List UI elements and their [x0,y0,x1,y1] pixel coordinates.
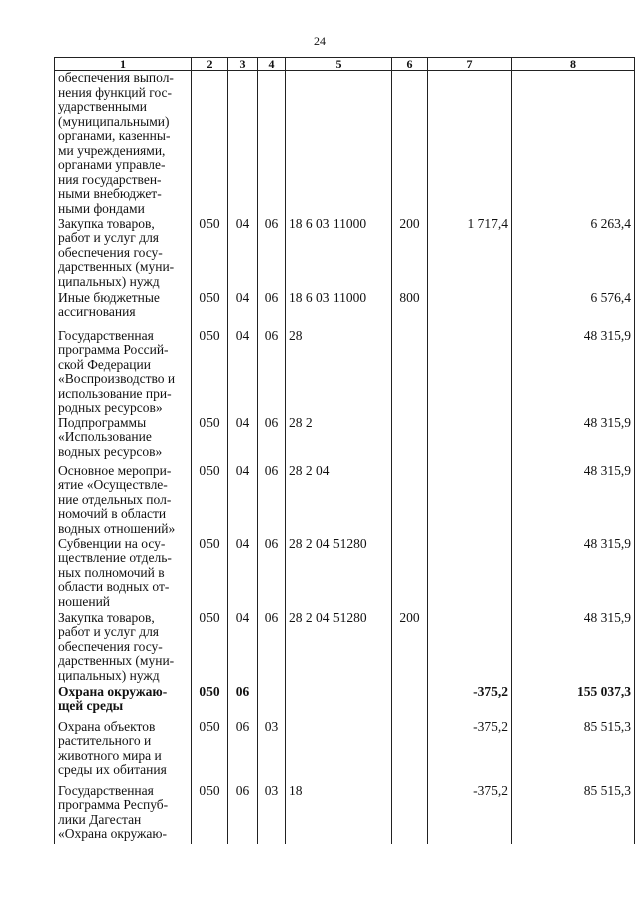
header-col-3: 3 [228,58,258,71]
table-row [55,464,635,537]
row-subsection-code [258,685,286,720]
row-change-amount [428,464,512,537]
header-col-7: 7 [428,58,512,71]
row-total-amount: 48 315,9 [512,611,635,685]
table-row [55,291,635,329]
row-target-article: 28 2 04 [286,464,392,537]
row-expense-type [392,537,428,611]
row-subsection-code: 03 [258,720,286,784]
row-ministry-code [192,71,228,217]
row-ministry-code: 050 [192,720,228,784]
row-name: Государственная программа Респуб- лики Дагестан «Охрана окружаю- [55,784,192,844]
row-ministry-code: 050 [192,217,228,291]
row-subsection-code: 06 [258,611,286,685]
row-section-code: 04 [228,416,258,464]
row-change-amount: 1 717,4 [428,217,512,291]
row-total-amount: 48 315,9 [512,416,635,464]
table-row [55,71,635,217]
table-row [55,416,635,464]
row-change-amount [428,611,512,685]
budget-table [54,57,635,844]
row-expense-type: 200 [392,217,428,291]
row-section-code: 04 [228,291,258,329]
row-subsection-code: 03 [258,784,286,844]
row-section-code [228,71,258,217]
table-row [55,611,635,685]
row-expense-type: 800 [392,291,428,329]
row-total-amount: 48 315,9 [512,537,635,611]
row-target-article: 28 2 04 51280 [286,611,392,685]
row-change-amount [428,537,512,611]
header-col-2: 2 [192,58,228,71]
page-number: 24 [314,34,326,48]
row-total-amount [512,71,635,217]
row-name: Подпрограммы «Использование водных ресурсов» [55,416,192,464]
row-subsection-code: 06 [258,416,286,464]
table-row [55,784,635,844]
row-name: Охрана объектов растительного и животного мира и среды их обитания [55,720,192,784]
row-total-amount: 85 515,3 [512,720,635,784]
table-row [55,685,635,720]
row-subsection-code: 06 [258,291,286,329]
row-subsection-code [258,71,286,217]
row-expense-type [392,784,428,844]
row-name: Основное меропри- ятие «Осуществле- ние отдельных пол- номочий в области водных отношений» [55,464,192,537]
header-col-5: 5 [286,58,392,71]
row-total-amount: 6 576,4 [512,291,635,329]
row-section-code: 06 [228,720,258,784]
row-total-amount: 48 315,9 [512,464,635,537]
table-row [55,217,635,291]
row-section-code: 04 [228,464,258,537]
row-subsection-code: 06 [258,329,286,416]
row-change-amount [428,291,512,329]
table-row [55,329,635,416]
row-section-code: 06 [228,784,258,844]
row-expense-type [392,464,428,537]
row-section-code: 04 [228,537,258,611]
header-row [55,58,635,71]
row-target-article [286,685,392,720]
row-target-article: 18 [286,784,392,844]
row-target-article: 28 [286,329,392,416]
table-row [55,720,635,784]
row-ministry-code: 050 [192,291,228,329]
header-col-4: 4 [258,58,286,71]
row-subsection-code: 06 [258,537,286,611]
row-ministry-code: 050 [192,784,228,844]
row-section-code: 06 [228,685,258,720]
row-ministry-code: 050 [192,464,228,537]
row-change-amount: -375,2 [428,784,512,844]
row-total-amount: 6 263,4 [512,217,635,291]
row-target-article: 28 2 [286,416,392,464]
row-expense-type [392,329,428,416]
row-expense-type [392,720,428,784]
row-change-amount: -375,2 [428,685,512,720]
row-name: Закупка товаров, работ и услуг для обеспечения госу- дарственных (муни- ципальных) нужд [55,217,192,291]
row-ministry-code: 050 [192,537,228,611]
row-section-code: 04 [228,329,258,416]
row-expense-type [392,685,428,720]
row-name: Охрана окружаю- щей среды [55,685,192,720]
table-row [55,537,635,611]
header-col-1: 1 [55,58,192,71]
row-ministry-code: 050 [192,685,228,720]
row-section-code: 04 [228,217,258,291]
row-target-article: 18 6 03 11000 [286,291,392,329]
row-change-amount: -375,2 [428,720,512,784]
row-subsection-code: 06 [258,464,286,537]
row-ministry-code: 050 [192,329,228,416]
row-ministry-code: 050 [192,416,228,464]
table-body [55,71,635,844]
row-expense-type [392,71,428,217]
row-subsection-code: 06 [258,217,286,291]
header-col-8: 8 [512,58,635,71]
row-expense-type [392,416,428,464]
row-name: Иные бюджетные ассигнования [55,291,192,329]
row-section-code: 04 [228,611,258,685]
row-change-amount [428,416,512,464]
row-total-amount: 48 315,9 [512,329,635,416]
row-change-amount [428,329,512,416]
row-total-amount: 155 037,3 [512,685,635,720]
row-ministry-code: 050 [192,611,228,685]
row-name: обеспечения выпол- нения функций гос- ударственными (муниципальными) органами, казенны- ми учреждениями, органами управле- ния государствен- ными внебюджет- ными фондами [55,71,192,217]
row-name: Государственная программа Россий- ской Федерации «Воспроизводство и использование при- родных ресурсов» [55,329,192,416]
row-expense-type: 200 [392,611,428,685]
row-target-article [286,71,392,217]
row-change-amount [428,71,512,217]
row-target-article: 28 2 04 51280 [286,537,392,611]
header-col-6: 6 [392,58,428,71]
row-name: Закупка товаров, работ и услуг для обеспечения госу- дарственных (муни- ципальных) нужд [55,611,192,685]
row-name: Субвенции на осу- ществление отдель- ных полномочий в области водных от- ношений [55,537,192,611]
row-target-article: 18 6 03 11000 [286,217,392,291]
row-target-article [286,720,392,784]
row-total-amount: 85 515,3 [512,784,635,844]
